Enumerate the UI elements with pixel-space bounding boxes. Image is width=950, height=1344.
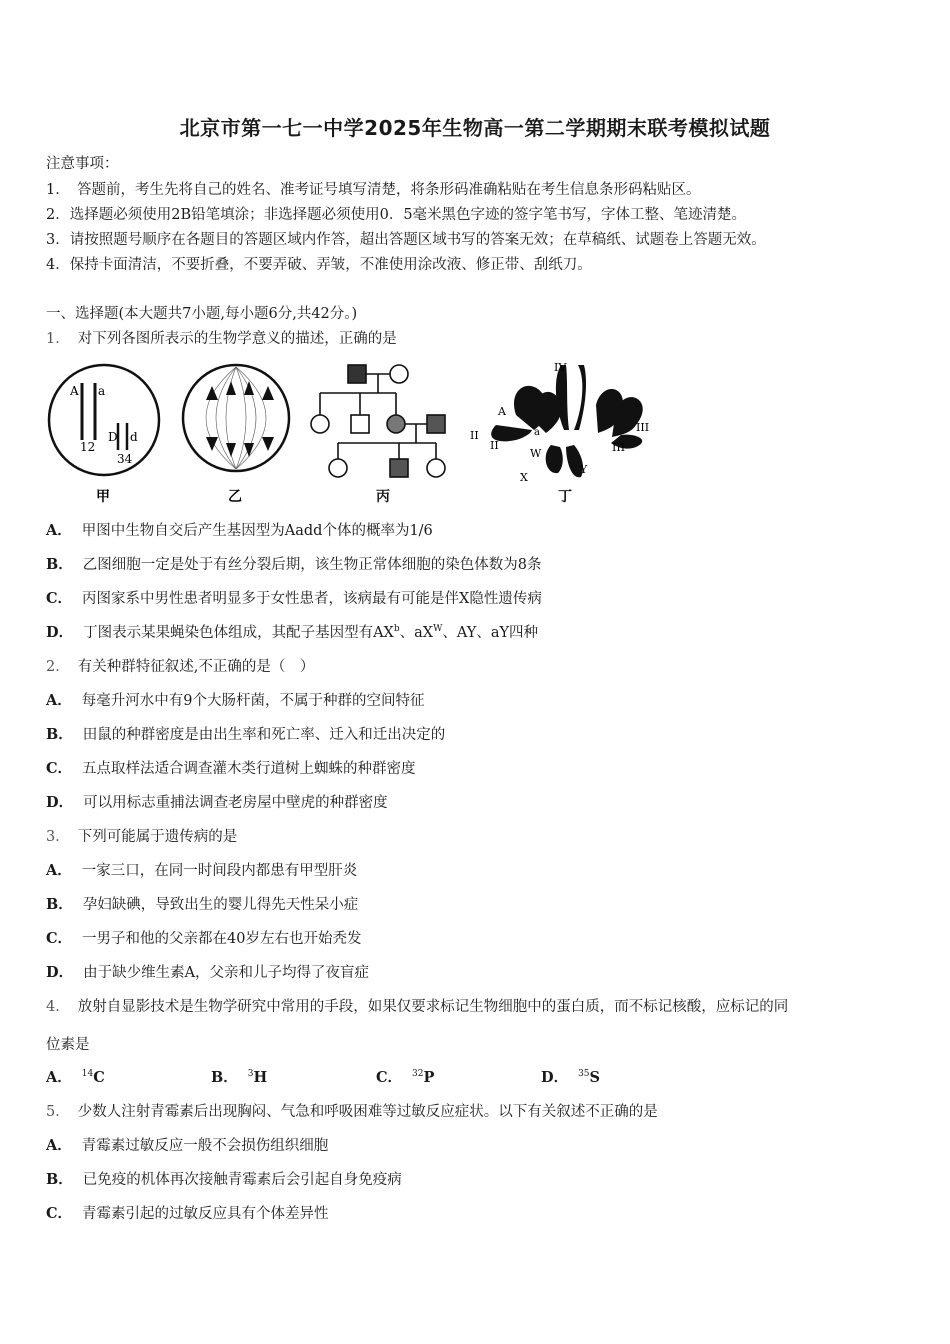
figure-bing [311, 365, 445, 505]
fig-label-W: W [530, 447, 542, 460]
fig-label-a: a [534, 427, 540, 438]
notice-item: 3．请按照题号顺序在各题目的答题区域内作答，超出答题区域书写的答案无效；在草稿纸、试题卷上答题无效。 [46, 232, 766, 248]
fig-label-IV: IV [554, 361, 567, 374]
fig-label-d: d [130, 430, 138, 444]
question-5-stem: 5． 少数人注射青霉素后出现胸闷、气急和呼吸困难等过敏反应症状。以下有关叙述不正确的是 [46, 1104, 658, 1120]
question-4-stem-cont: 位素是 [46, 1037, 90, 1053]
option-d: D． 可以用标志重捕法调查老房屋中壁虎的种群密度 [46, 794, 388, 811]
option-d: D． 丁图表示某果蝇染色体组成，其配子基因型有$AX^b$、$aX^W$、AY、aY四种 [46, 624, 539, 641]
fig-label-12: 12 [80, 440, 96, 454]
option-a: A． 一家三口，在同一时间段内都患有甲型肝炎 [46, 862, 358, 879]
option-b: B． 已免疫的机体再次接触青霉素后会引起自身免疫病 [46, 1171, 402, 1188]
figure-label-yi: 乙 [228, 489, 242, 505]
option-c: C． 一男子和他的父亲都在40岁左右也开始秃发 [46, 930, 362, 947]
fig-label-a: a [98, 384, 106, 398]
option-d: D． $^{35}$S [541, 1069, 601, 1086]
question-number: 1． [46, 331, 70, 347]
notice-item: 4．保持卡面清洁，不要折叠，不要弄破、弄皱，不准使用涂改液、修正带、刮纸刀。 [46, 257, 592, 273]
option-a: A． 青霉素过敏反应一般不会损伤组织细胞 [46, 1137, 329, 1154]
notice-item: 1． 答题前，考生先将自己的姓名、准考证号填写清楚，将条形码准确粘贴在考生信息条形码粘贴区。 [46, 182, 701, 198]
fig-label-II: II [490, 439, 499, 452]
notice-heading: 注意事项： [46, 156, 119, 172]
fig-label-II: II [470, 429, 479, 442]
figure-label-jia: 甲 [96, 489, 110, 505]
section-heading: 一、选择题(本大题共7小题,每小题6分,共42分。) [46, 306, 358, 322]
fig-label-III: III [612, 441, 626, 454]
page-title: 北京市第一七一中学2025年生物高一第二学期期末联考模拟试题 [179, 116, 771, 140]
fig-label-34: 34 [117, 452, 133, 466]
figure-label-bing: 丙 [376, 489, 390, 505]
question-1-figures [46, 355, 656, 510]
option-a: A． 每毫升河水中有9个大肠杆菌，不属于种群的空间特征 [46, 692, 425, 709]
fig-label-III: III [636, 421, 650, 434]
option-c: C． 青霉素引起的过敏反应具有个体差异性 [46, 1205, 329, 1222]
option-c: C． 丙图家系中男性患者明显多于女性患者，该病最有可能是伴X隐性遗传病 [46, 590, 542, 607]
notice-item: 2．选择题必须使用2B铅笔填涂；非选择题必须使用0．5毫米黑色字迹的签字笔书写，字体工整、笔迹清楚。 [46, 207, 747, 223]
figure-ding [470, 361, 649, 505]
option-b: B． 田鼠的种群密度是由出生率和死亡率、迁入和迁出决定的 [46, 726, 446, 743]
question-2-stem: 2． 有关种群特征叙述,不正确的是（ ） [46, 659, 315, 675]
option-c: C． $^{32}$P [376, 1069, 435, 1086]
question-4-stem: 4． 放射自显影技术是生物学研究中常用的手段，如果仅要求标记生物细胞中的蛋白质，而不标记核酸，应标记的同 [46, 999, 789, 1015]
fig-label-A: A [498, 405, 506, 418]
option-a: A． 甲图中生物自交后产生基因型为Aadd个体的概率为1/6 [46, 522, 433, 539]
option-a: A． $^{14}$C [46, 1069, 105, 1086]
option-b: B． 孕妇缺碘，导致出生的婴儿得先天性呆小症 [46, 896, 359, 913]
fig-label-Y: Y [580, 463, 588, 476]
option-d: D． 由于缺少维生素A，父亲和儿子均得了夜盲症 [46, 964, 370, 981]
option-b: B． $^3$H [211, 1069, 268, 1086]
figure-label-ding: 丁 [558, 489, 572, 505]
figure-yi [183, 365, 289, 505]
fig-label-A: A [70, 384, 79, 398]
option-b: B． 乙图细胞一定是处于有丝分裂后期，该生物正常体细胞的染色体数为8条 [46, 556, 542, 573]
fig-label-X: X [520, 471, 528, 484]
question-3-stem: 3． 下列可能属于遗传病的是 [46, 829, 238, 845]
figure-jia [49, 365, 159, 505]
question-1-stem: 1． 对下列各图所表示的生物学意义的描述，正确的是 [46, 331, 397, 347]
fig-label-D: D [108, 430, 118, 444]
option-c: C． 五点取样法适合调查灌木类行道树上蜘蛛的种群密度 [46, 760, 416, 777]
